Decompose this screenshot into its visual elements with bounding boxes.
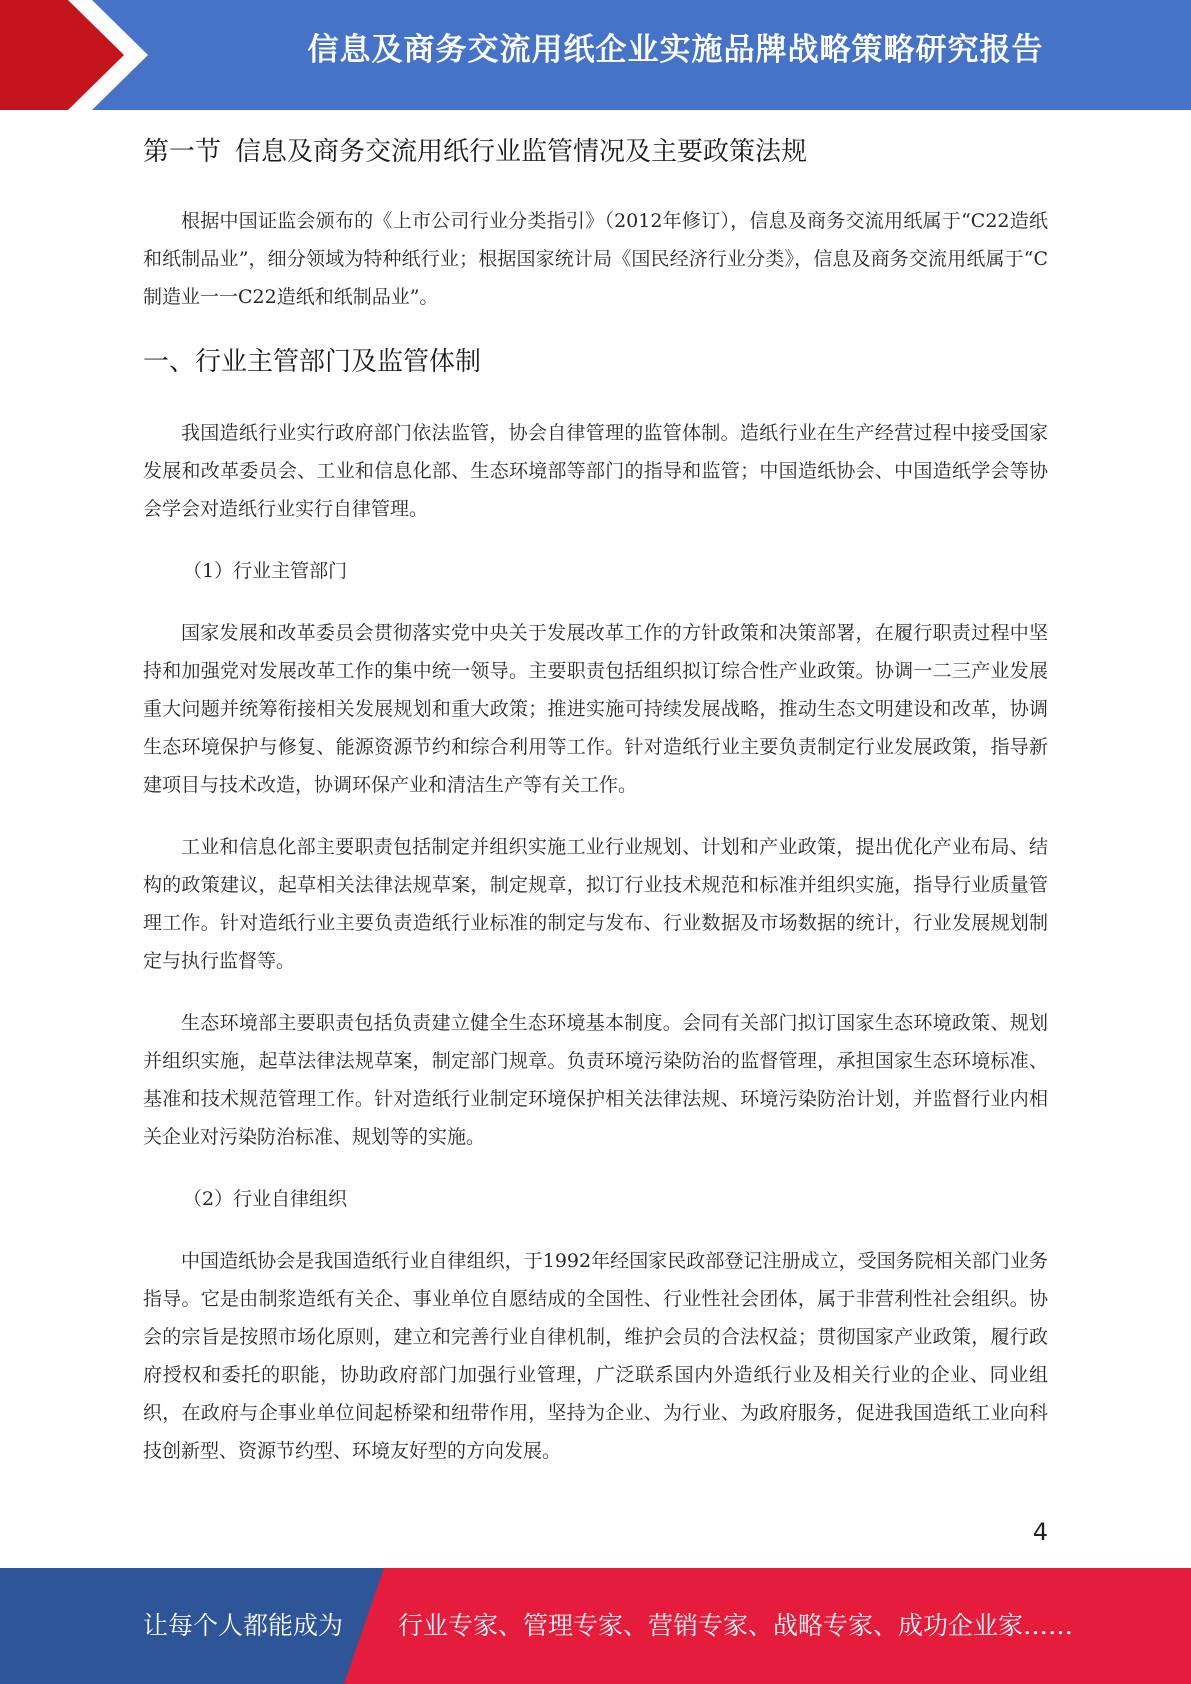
- section-title-text: 信息及商务交流用纸行业监管情况及主要政策法规: [235, 137, 808, 167]
- page-number: 4: [1032, 1518, 1048, 1546]
- intro-paragraph: 根据中国证监会颁布的《上市公司行业分类指引》（2012年修订），信息及商务交流用纸属于“C22造纸和纸制品业”，细分领域为特种纸行业；根据国家统计局《国民经济行业分类》，信息及商务交流用纸属于“C制造业一一C22造纸和纸制品业”。: [143, 210, 1048, 308]
- section-heading: [143, 128, 1048, 176]
- header-red-arrow-decoration: [0, 0, 160, 110]
- ndrc-paragraph: 国家发展和改革委员会贯彻落实党中央关于发展改革工作的方针政策和决策部署，在履行职责过程中坚持和加强党对发展改革工作的集中统一领导。主要职责包括组织拟订综合性产业政策。协调一二三产业发展重大问题并统筹衔接相关发展规划和重大政策；推进实施可持续发展战略，推动生态文明建设和改革，协调生态环境保护与修复、能源资源节约和综合利用等工作。针对造纸行业主要负责制定行业发展政策，指导新建项目与技术改造，协调环保产业和清洁生产等有关工作。: [143, 622, 1048, 796]
- footer-slogan-right: 行业专家、管理专家、营销专家、战略专家、成功企业家……: [398, 1611, 1074, 1640]
- subheading-authorities: （1）行业主管部门: [183, 560, 348, 582]
- footer-slogan-left: 让每个人都能成为: [143, 1611, 344, 1640]
- paper-association-paragraph: 中国造纸协会是我国造纸行业自律组织，于1992年经国家民政部登记注册成立，受国务院相关部门业务指导。它是由制浆造纸有关企、事业单位自愿结成的全国性、行业性社会团体，属于非营利性社会组织。协会的宗旨是按照市场化原则，建立和完善行业自律机制，维护会员的合法权益；贯彻国家产业政策，履行政府授权和委托的职能，协助政府部门加强行业管理，广泛联系国内外造纸行业及相关行业的企业、同业组织，在政府与企事业单位间起桥梁和纽带作用，坚持为企业、为行业、为政府服务，促进我国造纸工业向科技创新型、资源节约型、环境友好型的方向发展。: [143, 1250, 1048, 1462]
- mee-paragraph: 生态环境部主要职责包括负责建立健全生态环境基本制度。会同有关部门拟订国家生态环境政策、规划并组织实施，起草法律法规草案，制定部门规章。负责环境污染防治的监督管理，承担国家生态环境标准、基准和技术规范管理工作。针对造纸行业制定环境保护相关法律法规、环境污染防治计划，并监督行业内相关企业对污染防治标准、规划等的实施。: [143, 1012, 1048, 1148]
- section-label: 第一节: [143, 137, 222, 167]
- subheading-self-regulatory: （2）行业自律组织: [183, 1188, 348, 1210]
- report-title: 信息及商务交流用纸企业实施品牌战略策略研究报告: [307, 32, 1044, 68]
- page-header-band: [0, 0, 1191, 110]
- regulation-paragraph: 我国造纸行业实行政府部门依法监管，协会自律管理的监管体制。造纸行业在生产经营过程中接受国家发展和改革委员会、工业和信息化部、生态环境部等部门的指导和监管；中国造纸协会、中国造纸学会等协会学会对造纸行业实行自律管理。: [143, 422, 1048, 520]
- heading-regulatory-system: 一、行业主管部门及监管体制: [143, 347, 482, 377]
- page-footer-band: [0, 1568, 1191, 1684]
- document-body: [143, 128, 1048, 1470]
- miit-paragraph: 工业和信息化部主要职责包括制定并组织实施工业行业规划、计划和产业政策，提出优化产业布局、结构的政策建议，起草相关法律法规草案，制定规章，拟订行业技术规范和标准并组织实施，指导行业质量管理工作。针对造纸行业主要负责造纸行业标准的制定与发布、行业数据及市场数据的统计，行业发展规划制定与执行监督等。: [143, 836, 1048, 972]
